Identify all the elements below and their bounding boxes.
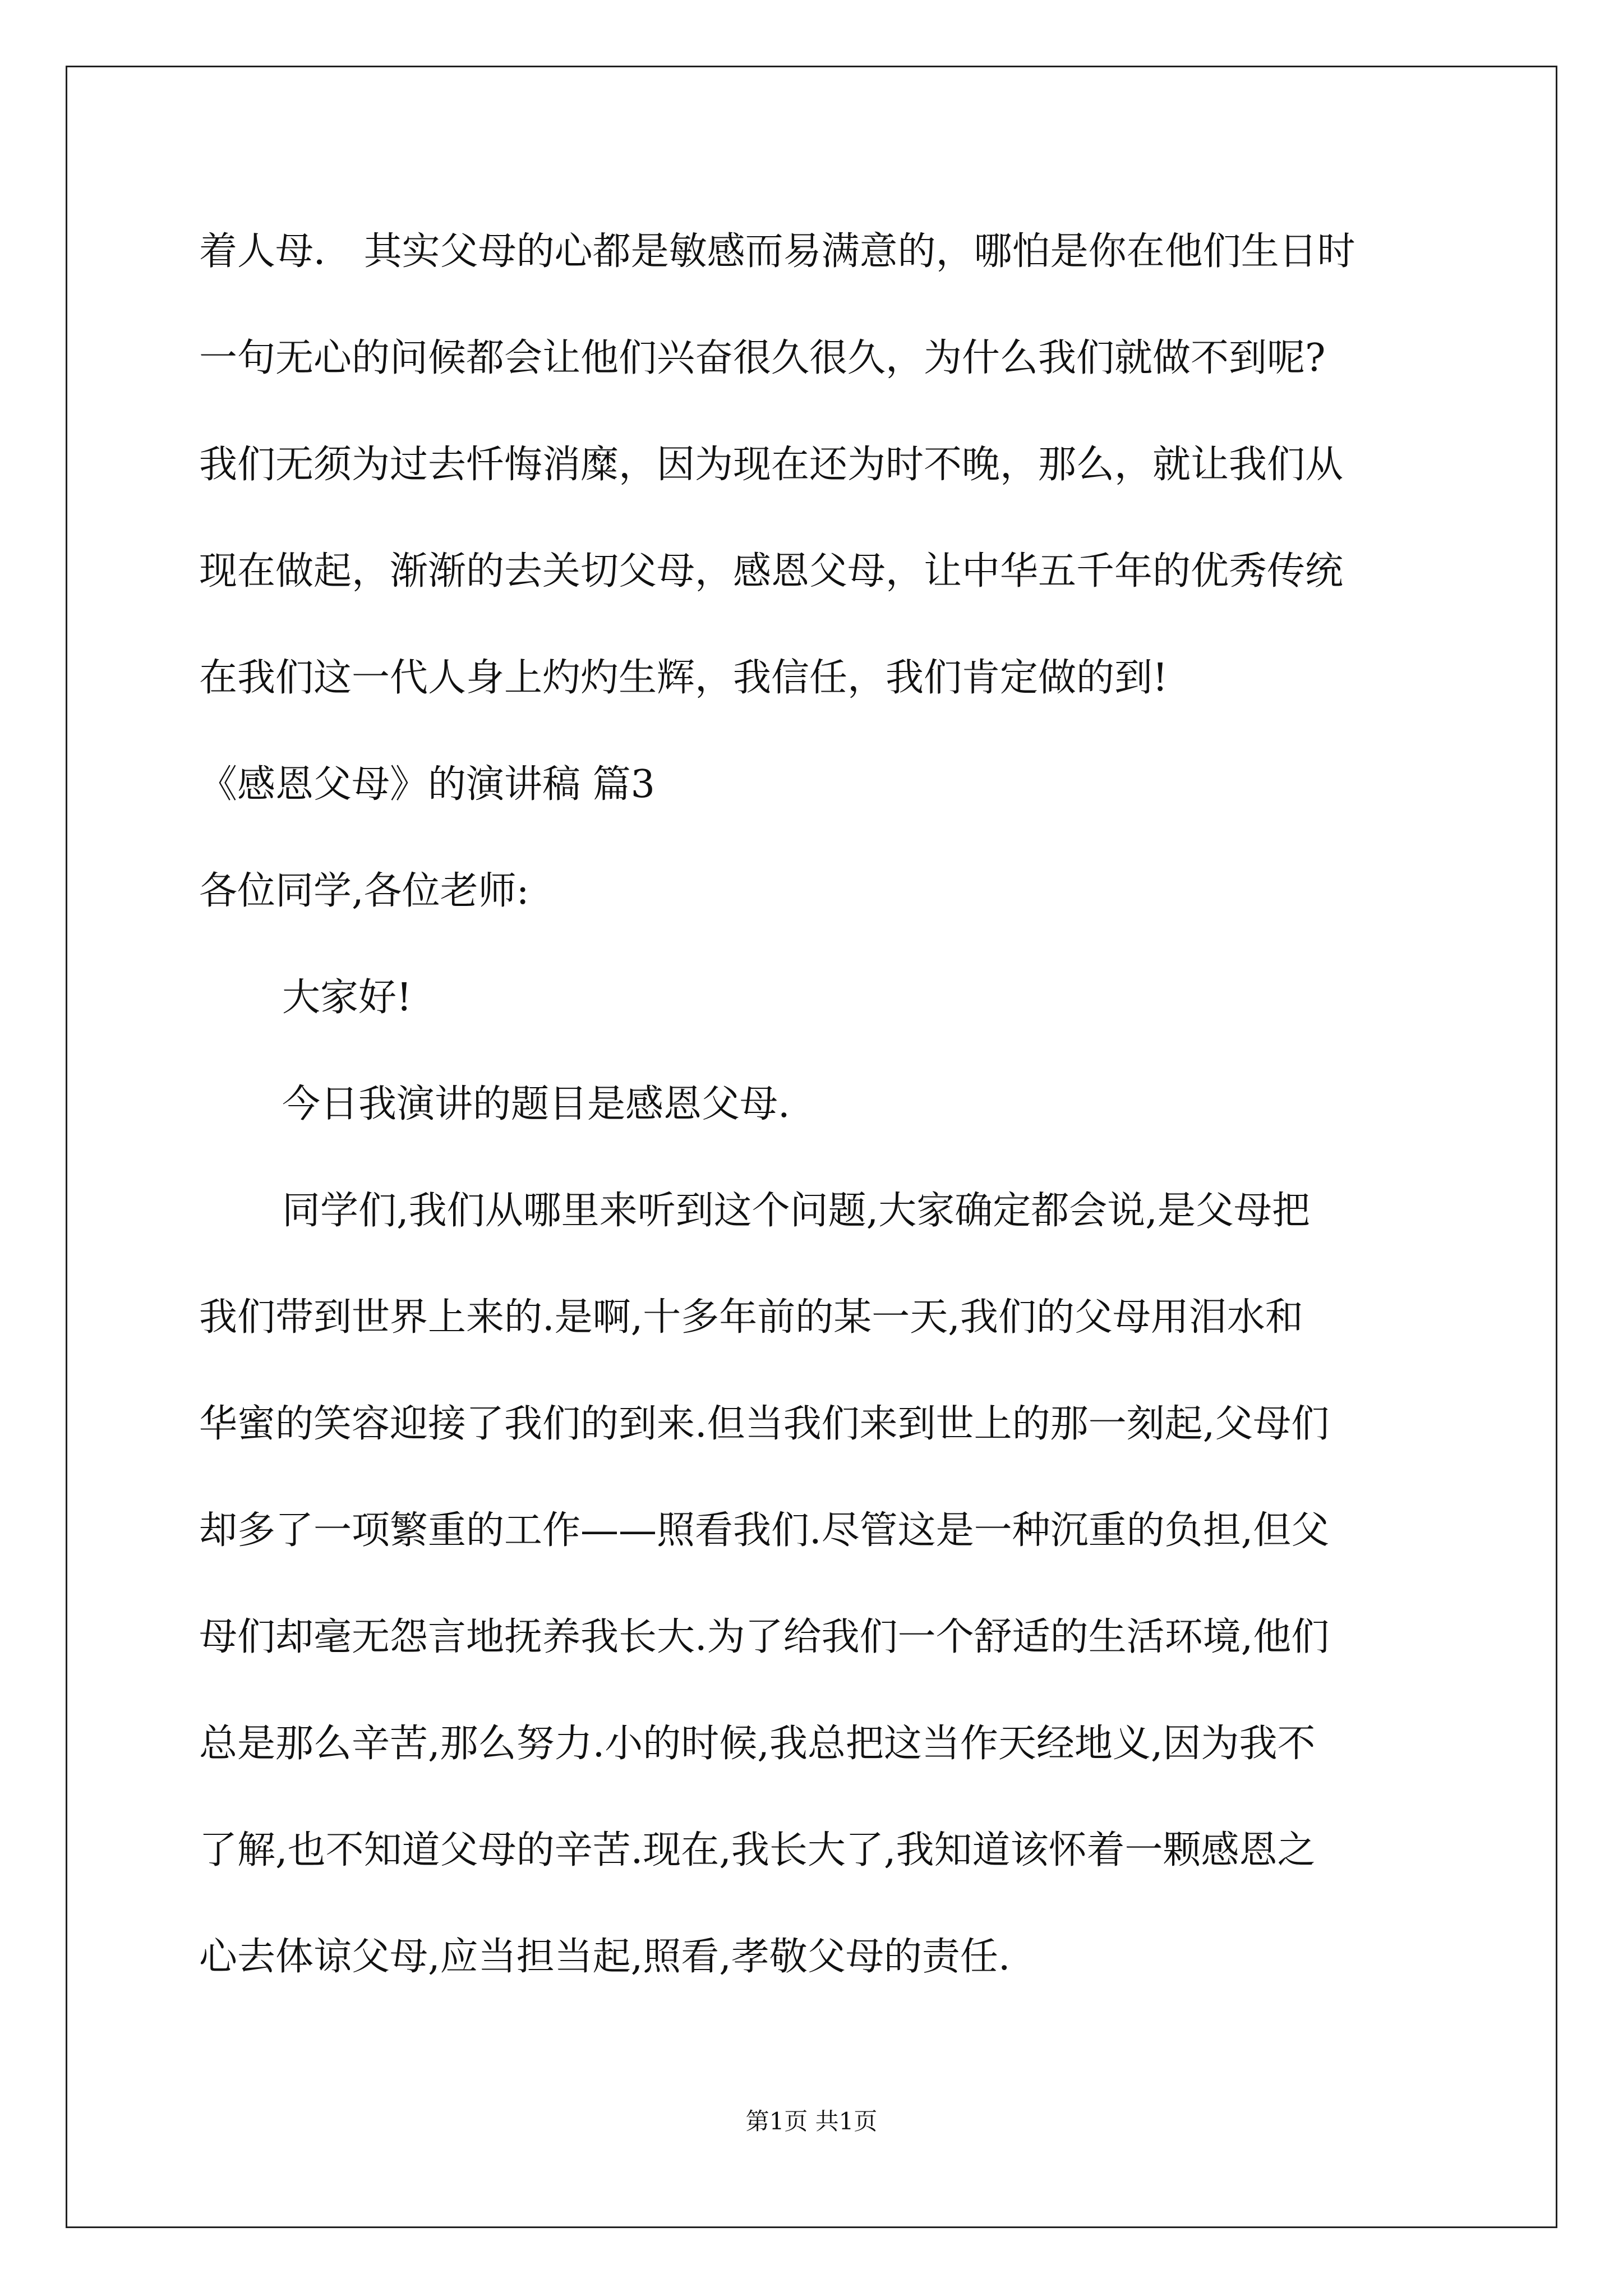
page-footer: 第1页 共1页	[745, 2108, 878, 2135]
paragraph-line-1: 同学们,我们从哪里来听到这个问题,大家确定都会说,是父母把	[282, 1189, 1310, 1233]
salutation: 各位同学,各位老师:	[199, 869, 529, 913]
text-line-3: 我们无须为过去忏悔消糜，因为现在还为时不晚，那么，就让我们从	[199, 443, 1344, 487]
paragraph-line-4: 却多了一项繁重的工作——照看我们.尽管这是一种沉重的负担,但父	[199, 1508, 1330, 1553]
paragraph-line-3: 华蜜的笑容迎接了我们的到来.但当我们来到世上的那一刻起,父母们	[199, 1402, 1330, 1446]
paragraph-line-6: 总是那么辛苦,那么努力.小的时候,我总把这当作天经地义,因为我不	[199, 1722, 1316, 1766]
text-line-4: 现在做起，渐渐的去关切父母，感恩父母，让中华五千年的优秀传统	[199, 549, 1344, 593]
paragraph-line-5: 母们却毫无怨言地抚养我长大.为了给我们一个舒适的生活环境,他们	[199, 1615, 1330, 1659]
section-heading: 《感恩父母》的演讲稿 篇3	[199, 762, 655, 807]
text-line-1: 着人母． 其实父母的心都是敏感而易满意的，哪怕是你在他们生日时	[199, 229, 1355, 274]
paragraph-line-7: 了解,也不知道父母的辛苦.现在,我长大了,我知道该怀着一颗感恩之	[199, 1828, 1316, 1872]
paragraph-line-2: 我们带到世界上来的.是啊,十多年前的某一天,我们的父母用泪水和	[199, 1295, 1303, 1340]
text-line-5: 在我们这一代人身上灼灼生辉，我信任，我们肯定做的到!	[199, 656, 1168, 700]
paragraph-line-8: 心去体谅父母,应当担当起,照看,孝敬父母的责任.	[199, 1935, 1011, 1979]
topic-line: 今日我演讲的题目是感恩父母.	[282, 1082, 790, 1126]
text-line-2: 一句无心的问候都会让他们兴奋很久很久，为什么我们就做不到呢?	[199, 336, 1326, 380]
greeting: 大家好!	[282, 976, 412, 1020]
page-border	[66, 66, 1557, 2228]
